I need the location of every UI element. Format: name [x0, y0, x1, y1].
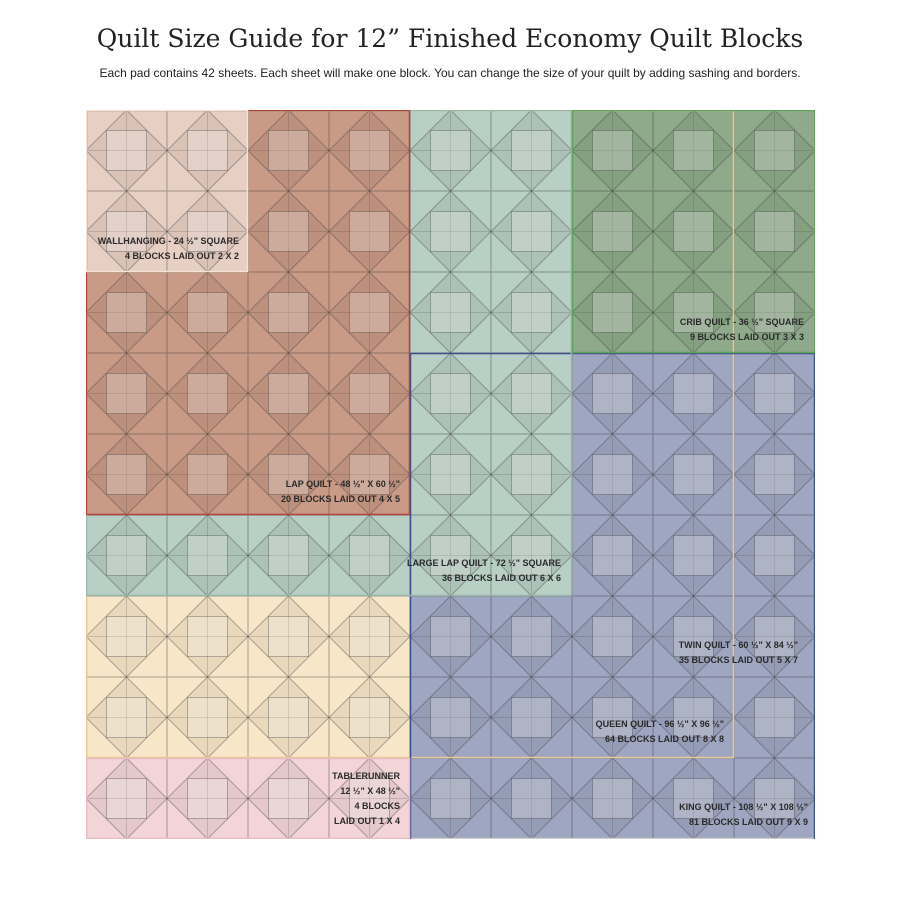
page-subtitle: Each pad contains 42 sheets. Each sheet will make one block. You can change the size of your quilt by adding sashing and borders.: [99, 66, 801, 80]
crib-label: [680, 315, 804, 345]
wallhanging-label-line: 4 BLOCKS LAID OUT 2 X 2: [124, 251, 239, 261]
crib-label-line: CRIB QUILT - 36 ½" SQUARE: [679, 317, 804, 327]
tablerunner-label-line: TABLERUNNER: [332, 771, 400, 781]
queen-label-line: 64 BLOCKS LAID OUT 8 X 8: [604, 734, 724, 744]
page-title: Quilt Size Guide for 12” Finished Economy Quilt Blocks: [96, 24, 804, 53]
tablerunner-label-line: LAID OUT 1 X 4: [333, 816, 400, 826]
lap-label-line: 20 BLOCKS LAID OUT 4 X 5: [280, 494, 400, 504]
large-lap-label-line: 36 BLOCKS LAID OUT 6 X 6: [441, 573, 561, 583]
queen-label-line: QUEEN QUILT - 96 ½" X 96 ½": [595, 719, 724, 729]
twin-label: [679, 638, 798, 668]
twin-label-line: TWIN QUILT - 60 ½" X 84 ½": [678, 640, 798, 650]
tablerunner-label: [332, 769, 400, 829]
large-lap-label: [407, 556, 561, 586]
lap-label: [281, 477, 400, 507]
quilt-size-diagram: [86, 110, 815, 839]
twin-label-line: 35 BLOCKS LAID OUT 5 X 7: [678, 655, 798, 665]
wallhanging-label-line: WALLHANGING - 24 ½" SQUARE: [97, 236, 239, 246]
tablerunner-label-line: 12 ½" X 48 ½": [340, 786, 400, 796]
king-label-line: 81 BLOCKS LAID OUT 9 X 9: [688, 817, 808, 827]
wallhanging-label: [98, 234, 239, 264]
large-lap-label-line: LARGE LAP QUILT - 72 ½" SQUARE: [407, 558, 561, 568]
lap-label-line: LAP QUILT - 48 ½" X 60 ½": [285, 479, 400, 489]
crib-label-line: 9 BLOCKS LAID OUT 3 X 3: [689, 332, 804, 342]
king-label: [679, 800, 808, 830]
king-label-line: KING QUILT - 108 ½" X 108 ½": [679, 802, 808, 812]
tablerunner-label-line: 4 BLOCKS: [354, 801, 400, 811]
queen-label: [596, 717, 724, 747]
